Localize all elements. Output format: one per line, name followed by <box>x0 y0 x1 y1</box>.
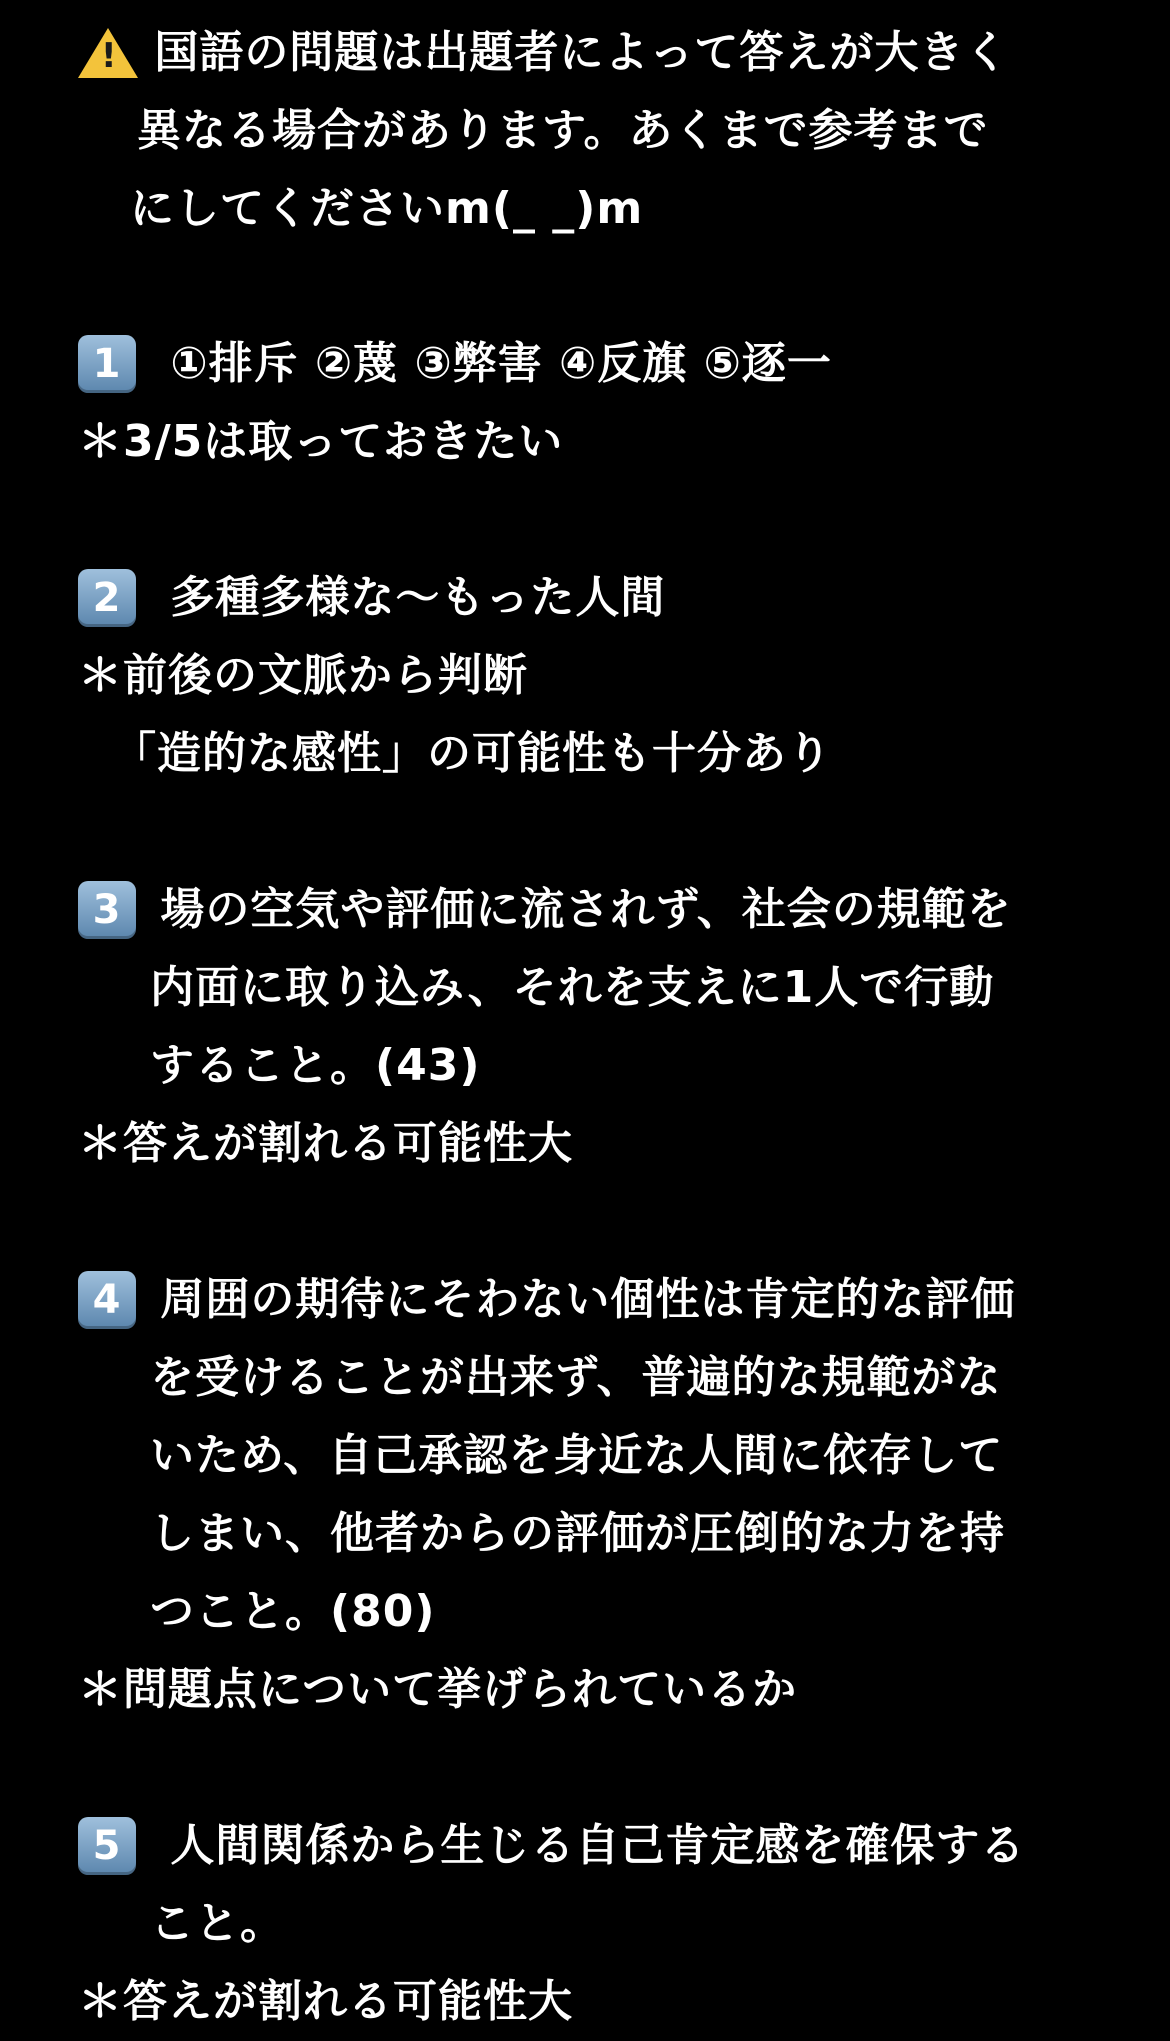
note-text: 国語の問題は出題者によって答えが大きく <box>154 27 1010 78</box>
answer-text: 周囲の期待にそわない個性は肯定的な評価 <box>160 1274 1016 1325</box>
answer-text: 場の空気や評価に流されず、社会の規範を <box>160 884 1012 935</box>
answer-4-line-4 <box>150 1493 1005 1571</box>
answer-text: つこと。(80) <box>150 1586 436 1637</box>
answer-1-line-1 <box>78 323 832 401</box>
comment-text: 「造的な感性」の可能性も十分あり <box>112 728 832 779</box>
comment-text: ＊前後の文脈から判断 <box>78 650 528 701</box>
answer-4-line-2 <box>150 1337 1001 1415</box>
answer-3-line-1 <box>78 869 1012 947</box>
answer-1-comment <box>78 401 563 479</box>
keycap-2-icon: 2 <box>78 569 136 627</box>
keycap-5-icon: 5 <box>78 1817 136 1875</box>
answer-2-line-1 <box>78 557 665 635</box>
answer-text: いため、自己承認を身近な人間に依存して <box>150 1430 1004 1481</box>
answer-2-comment-1 <box>78 635 528 713</box>
answer-4-comment <box>78 1649 797 1727</box>
answer-3-line-3 <box>150 1025 480 1103</box>
answer-4-line-1 <box>78 1259 1015 1337</box>
warning-line-1 <box>78 12 1009 90</box>
answer-3-comment <box>78 1103 573 1181</box>
answer-5-comment <box>78 1961 573 2039</box>
answer-text: 多種多様な〜もった人間 <box>170 572 666 623</box>
answer-text: 人間関係から生じる自己肯定感を確保する <box>170 1820 1026 1871</box>
comment-text: ＊答えが割れる可能性大 <box>78 1976 573 2027</box>
comment-text: ＊答えが割れる可能性大 <box>78 1118 573 1169</box>
note-text: にしてくださいm(_ _)m <box>130 183 644 234</box>
warning-icon <box>78 28 138 78</box>
keycap-4-icon: 4 <box>78 1271 136 1329</box>
answer-text: すること。(43) <box>150 1040 481 1091</box>
answer-text: こと。 <box>150 1898 285 1949</box>
comment-text: ＊問題点について挙げられているか <box>78 1664 798 1715</box>
answer-text: 内面に取り込み、それを支えに1人で行動 <box>150 962 995 1013</box>
answer-4-line-3 <box>150 1415 1003 1493</box>
answer-text: を受けることが出来ず、普遍的な規範がな <box>150 1352 1002 1403</box>
answer-5-line-1 <box>78 1805 1025 1883</box>
comment-text: ＊3/5は取っておきたい <box>78 416 564 467</box>
answer-5-line-2 <box>150 1883 285 1961</box>
warning-line-3 <box>130 168 643 246</box>
answer-4-line-5 <box>150 1571 435 1649</box>
answer-2-comment-2 <box>112 713 832 791</box>
note-text: 異なる場合があります。あくまで参考まで <box>137 105 989 156</box>
answer-3-line-2 <box>150 947 994 1025</box>
keycap-3-icon: 3 <box>78 881 136 939</box>
answer-text: しまい、他者からの評価が圧倒的な力を持 <box>150 1508 1005 1559</box>
answer-text: ①排斥 ②蔑 ③弊害 ④反旗 ⑤逐一 <box>170 338 832 389</box>
warning-line-2 <box>137 90 988 168</box>
keycap-1-icon: 1 <box>78 335 136 393</box>
